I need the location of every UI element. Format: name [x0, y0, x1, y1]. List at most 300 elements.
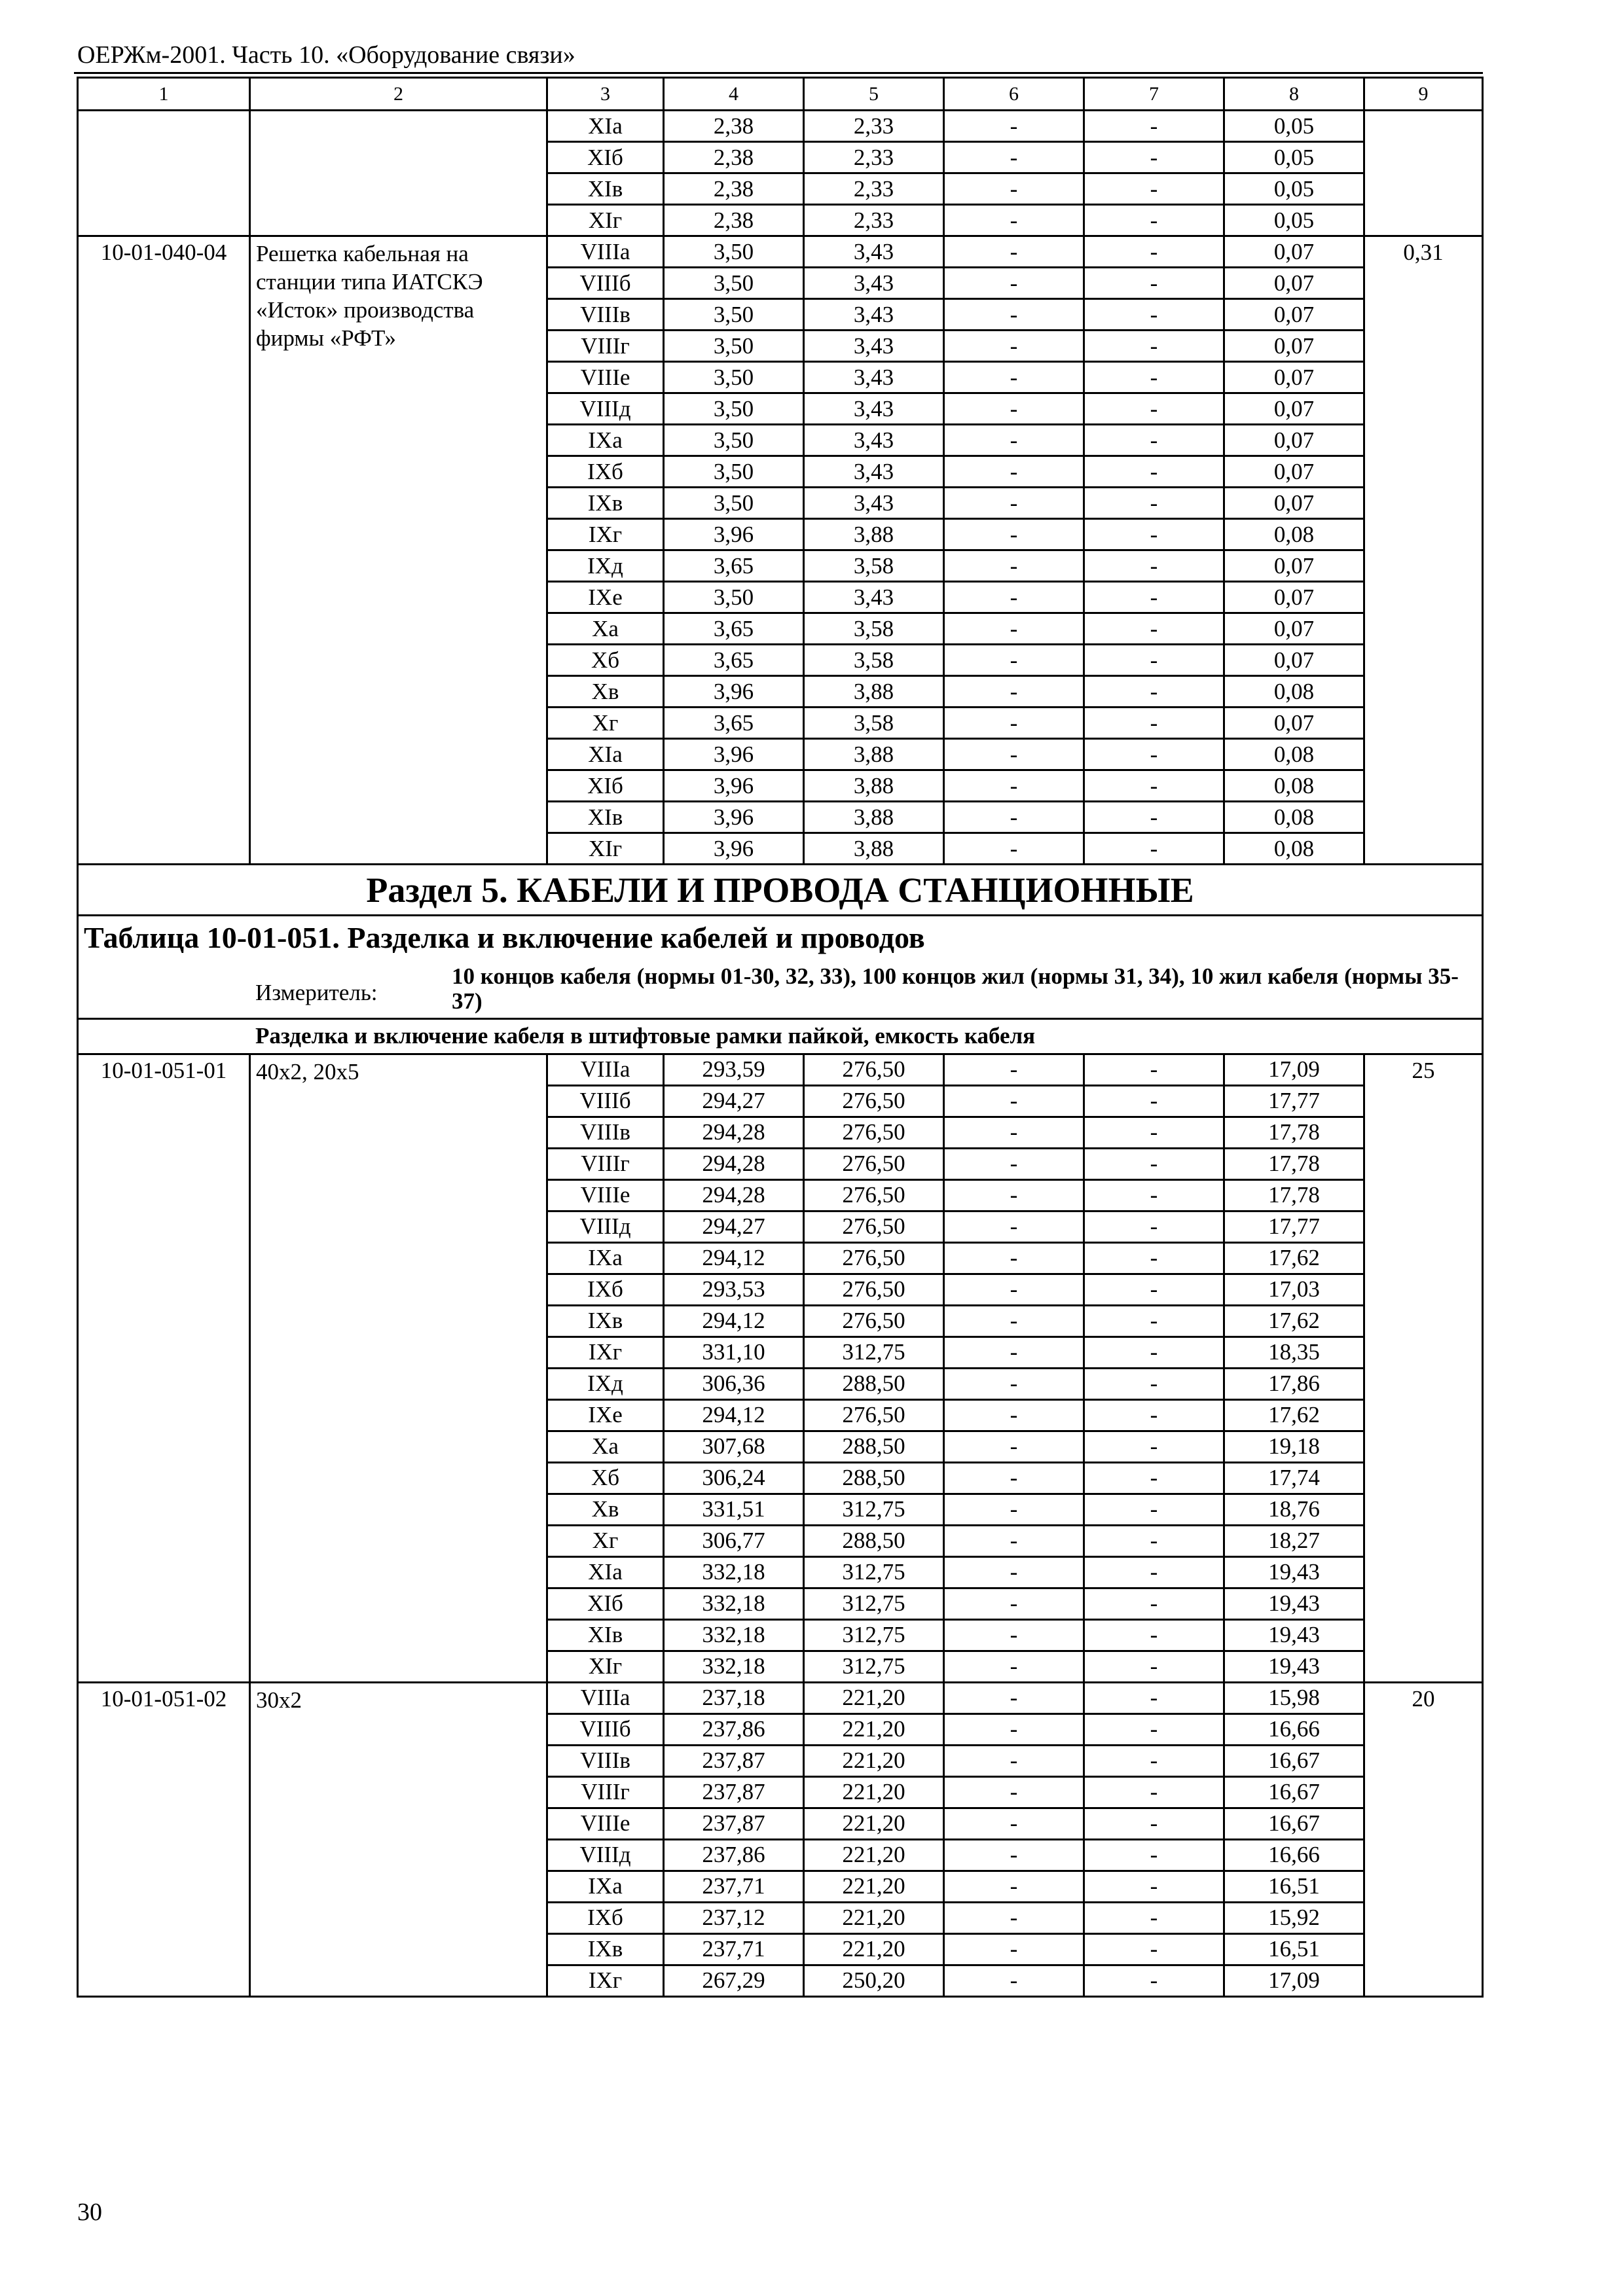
table-row: [78, 111, 1483, 142]
table-cell: VIIIг: [547, 331, 664, 362]
table-cell: -: [944, 676, 1084, 708]
page-header: ОЕРЖм-2001. Часть 10. «Оборудование связи»: [77, 41, 575, 69]
table-cell: IXа: [547, 425, 664, 456]
column-numbers-row: [78, 78, 1483, 111]
table-cell: IXв: [547, 1933, 664, 1965]
table-cell: 2,38: [664, 205, 804, 236]
norm-total: 0,31: [1364, 236, 1483, 865]
meter-cell: [78, 960, 1483, 1019]
norm-total: 20: [1364, 1682, 1483, 1996]
table-cell: -: [1084, 1933, 1224, 1965]
table-cell: 3,96: [664, 802, 804, 833]
table-cell: 312,75: [804, 1556, 944, 1588]
table-body-part1: [78, 78, 1483, 865]
table-cell: -: [1084, 1431, 1224, 1462]
table-cell: 3,43: [804, 456, 944, 488]
table-cell: Xг: [547, 1525, 664, 1556]
table-cell: 18,76: [1224, 1494, 1364, 1525]
table-cell: -: [944, 362, 1084, 393]
table-cell: -: [944, 1399, 1084, 1431]
table-cell: 331,51: [664, 1494, 804, 1525]
table-cell: 3,50: [664, 331, 804, 362]
table-cell: Xа: [547, 613, 664, 645]
table-cell: 3,43: [804, 488, 944, 519]
table-cell: -: [944, 582, 1084, 613]
table-cell: VIIIд: [547, 393, 664, 425]
table-body-part2: [78, 1054, 1483, 1996]
table-cell: 307,68: [664, 1431, 804, 1462]
group-title-row: [78, 1018, 1483, 1054]
table-cell: 3,96: [664, 676, 804, 708]
table-cell: 312,75: [804, 1651, 944, 1682]
table-cell: 331,10: [664, 1336, 804, 1368]
table-cell: -: [1084, 1839, 1224, 1871]
table-cell: 237,87: [664, 1745, 804, 1776]
table-cell: -: [1084, 331, 1224, 362]
table-cell: -: [1084, 613, 1224, 645]
table-title: Таблица 10-01-051. Разделка и включение кабелей и проводов: [78, 916, 1483, 960]
table-cell: XIг: [547, 1651, 664, 1682]
table-cell: -: [944, 456, 1084, 488]
table-cell: XIг: [547, 833, 664, 865]
table-cell: -: [1084, 519, 1224, 550]
table-cell: 294,12: [664, 1305, 804, 1336]
table-cell: 221,20: [804, 1776, 944, 1808]
table-cell: -: [944, 488, 1084, 519]
table-cell: -: [1084, 1211, 1224, 1242]
table-cell: 221,20: [804, 1713, 944, 1745]
table-cell: -: [944, 802, 1084, 833]
table-cell: 3,43: [804, 236, 944, 268]
table-cell: -: [944, 299, 1084, 331]
table-cell: 3,50: [664, 236, 804, 268]
table-cell: 0,08: [1224, 676, 1364, 708]
table-cell: -: [944, 1274, 1084, 1305]
table-cell: 3,88: [804, 676, 944, 708]
table-cell: -: [1084, 1336, 1224, 1368]
table-cell: 221,20: [804, 1902, 944, 1933]
table-cell: 17,09: [1224, 1054, 1364, 1085]
column-number: 4: [664, 78, 804, 111]
table-cell: -: [944, 1305, 1084, 1336]
table-title-row: [78, 916, 1483, 960]
table-cell: VIIIе: [547, 1179, 664, 1211]
table-cell: -: [944, 739, 1084, 770]
table-cell: 3,50: [664, 268, 804, 299]
table-cell: -: [1084, 802, 1224, 833]
table-cell: 332,18: [664, 1556, 804, 1588]
table-cell: -: [944, 393, 1084, 425]
table-cell: -: [944, 1902, 1084, 1933]
table-cell: 3,65: [664, 645, 804, 676]
table-cell: -: [944, 770, 1084, 802]
table-cell: 237,71: [664, 1933, 804, 1965]
norm-total: 25: [1364, 1054, 1483, 1682]
table-cell: -: [1084, 833, 1224, 865]
table-cell: 0,07: [1224, 550, 1364, 582]
table-cell: -: [1084, 142, 1224, 173]
header-rule: [74, 72, 1483, 74]
table-cell: Xв: [547, 1494, 664, 1525]
table-cell: 3,50: [664, 456, 804, 488]
table-cell: 332,18: [664, 1619, 804, 1651]
table-cell: 3,43: [804, 582, 944, 613]
table-cell: 17,09: [1224, 1965, 1364, 1996]
norm-name: Решетка кабельная на станции типа ИАТСКЭ «Исток» производства фирмы «РФТ»: [250, 236, 547, 865]
table-cell: 3,50: [664, 425, 804, 456]
column-number: 2: [250, 78, 547, 111]
table-cell: 16,67: [1224, 1776, 1364, 1808]
norm-name: [250, 111, 547, 236]
column-number: 6: [944, 78, 1084, 111]
table-cell: 276,50: [804, 1179, 944, 1211]
table-cell: 294,28: [664, 1117, 804, 1148]
table-cell: -: [1084, 1305, 1224, 1336]
table-cell: -: [1084, 676, 1224, 708]
table-cell: 0,05: [1224, 173, 1364, 205]
table-cell: 267,29: [664, 1965, 804, 1996]
norm-code: 10-01-040-04: [78, 236, 250, 865]
table-cell: -: [944, 1462, 1084, 1494]
table-cell: 3,65: [664, 550, 804, 582]
table-cell: 3,43: [804, 362, 944, 393]
table-cell: -: [944, 1588, 1084, 1619]
table-cell: 3,43: [804, 299, 944, 331]
table-cell: -: [944, 1525, 1084, 1556]
table-cell: 16,66: [1224, 1839, 1364, 1871]
column-number: 3: [547, 78, 664, 111]
table-cell: 0,07: [1224, 393, 1364, 425]
table-cell: -: [944, 1808, 1084, 1839]
table-row: [78, 1054, 1483, 1085]
table-cell: VIIIб: [547, 1085, 664, 1117]
table-cell: 2,33: [804, 111, 944, 142]
column-number: 9: [1364, 78, 1483, 111]
table-cell: -: [1084, 1274, 1224, 1305]
table-cell: 3,43: [804, 393, 944, 425]
norm-code: [78, 111, 250, 236]
table-cell: -: [944, 1211, 1084, 1242]
table-cell: -: [944, 1054, 1084, 1085]
table-cell: 294,27: [664, 1085, 804, 1117]
table-cell: 312,75: [804, 1619, 944, 1651]
table-cell: 17,77: [1224, 1085, 1364, 1117]
table-cell: 0,07: [1224, 613, 1364, 645]
table-cell: -: [1084, 393, 1224, 425]
table-cell: 0,07: [1224, 582, 1364, 613]
table-cell: 276,50: [804, 1399, 944, 1431]
table-cell: 294,27: [664, 1211, 804, 1242]
table-cell: 276,50: [804, 1054, 944, 1085]
table-cell: 17,62: [1224, 1305, 1364, 1336]
page-number: 30: [77, 2198, 102, 2226]
table-cell: 3,88: [804, 519, 944, 550]
table-cell: 0,08: [1224, 739, 1364, 770]
table-cell: -: [944, 1336, 1084, 1368]
table-cell: -: [944, 645, 1084, 676]
table-cell: VIIIв: [547, 1117, 664, 1148]
table-cell: 0,07: [1224, 362, 1364, 393]
table-cell: -: [1084, 1965, 1224, 1996]
table-cell: 3,50: [664, 582, 804, 613]
table-cell: 3,58: [804, 550, 944, 582]
table-cell: -: [944, 1085, 1084, 1117]
table-cell: 3,43: [804, 331, 944, 362]
table-cell: XIа: [547, 739, 664, 770]
table-cell: -: [1084, 1556, 1224, 1588]
column-number: 1: [78, 78, 250, 111]
table-cell: VIIIа: [547, 1682, 664, 1713]
table-cell: IXе: [547, 1399, 664, 1431]
section-title-row: [78, 865, 1483, 916]
table-cell: -: [944, 1871, 1084, 1902]
table-cell: XIа: [547, 111, 664, 142]
table-cell: -: [1084, 268, 1224, 299]
section-header: [78, 865, 1483, 1054]
table-cell: VIIIе: [547, 362, 664, 393]
table-cell: 288,50: [804, 1525, 944, 1556]
norm-name: 40x2, 20x5: [250, 1054, 547, 1682]
table-cell: -: [1084, 1179, 1224, 1211]
table-cell: IXд: [547, 1368, 664, 1399]
table-cell: -: [1084, 1808, 1224, 1839]
table-cell: 3,58: [804, 613, 944, 645]
column-number: 7: [1084, 78, 1224, 111]
table-cell: -: [1084, 1588, 1224, 1619]
table-cell: 221,20: [804, 1871, 944, 1902]
table-cell: XIб: [547, 770, 664, 802]
table-row: [78, 236, 1483, 268]
table-cell: 3,58: [804, 708, 944, 739]
table-cell: VIIIе: [547, 1808, 664, 1839]
table-cell: IXе: [547, 582, 664, 613]
table-cell: -: [944, 1148, 1084, 1179]
table-row: [78, 1682, 1483, 1713]
table-cell: -: [1084, 1651, 1224, 1682]
table-cell: 276,50: [804, 1305, 944, 1336]
table-cell: 276,50: [804, 1117, 944, 1148]
table-cell: 15,98: [1224, 1682, 1364, 1713]
table-cell: 312,75: [804, 1494, 944, 1525]
table-cell: 0,08: [1224, 770, 1364, 802]
table-cell: 332,18: [664, 1588, 804, 1619]
table-cell: IXв: [547, 1305, 664, 1336]
meter-text: 10 концов кабеля (нормы 01-30, 32, 33), 100 концов жил (нормы 31, 34), 10 жил кабеля (нормы 35-37): [452, 963, 1459, 1014]
table-cell: Xб: [547, 645, 664, 676]
table-cell: -: [944, 111, 1084, 142]
table-cell: 312,75: [804, 1336, 944, 1368]
table-cell: 16,67: [1224, 1808, 1364, 1839]
table-cell: -: [944, 1965, 1084, 1996]
norm-total: [1364, 111, 1483, 236]
table-cell: 17,62: [1224, 1242, 1364, 1274]
table-cell: -: [1084, 111, 1224, 142]
table-cell: -: [944, 1682, 1084, 1713]
table-cell: -: [1084, 1871, 1224, 1902]
table-cell: VIIIб: [547, 268, 664, 299]
table-cell: 19,43: [1224, 1588, 1364, 1619]
table-cell: 306,24: [664, 1462, 804, 1494]
table-cell: -: [1084, 205, 1224, 236]
table-cell: 288,50: [804, 1368, 944, 1399]
table-cell: 294,28: [664, 1179, 804, 1211]
table-cell: XIв: [547, 173, 664, 205]
table-cell: -: [944, 1117, 1084, 1148]
table-cell: 0,07: [1224, 456, 1364, 488]
table-cell: -: [1084, 488, 1224, 519]
table-cell: -: [1084, 299, 1224, 331]
table-cell: 221,20: [804, 1933, 944, 1965]
table-cell: -: [1084, 1117, 1224, 1148]
table-cell: 221,20: [804, 1808, 944, 1839]
norms-table: [77, 77, 1484, 1998]
table-cell: -: [1084, 1148, 1224, 1179]
table-cell: -: [1084, 1682, 1224, 1713]
table-cell: -: [944, 708, 1084, 739]
table-cell: -: [1084, 1462, 1224, 1494]
table-cell: 2,38: [664, 142, 804, 173]
table-cell: VIIIд: [547, 1839, 664, 1871]
table-cell: IXб: [547, 1902, 664, 1933]
table-cell: -: [944, 1933, 1084, 1965]
table-cell: 3,50: [664, 393, 804, 425]
table-cell: 3,43: [804, 425, 944, 456]
table-cell: -: [1084, 582, 1224, 613]
table-cell: 17,03: [1224, 1274, 1364, 1305]
table-cell: -: [944, 1776, 1084, 1808]
table-cell: -: [1084, 1902, 1224, 1933]
table-cell: 237,86: [664, 1839, 804, 1871]
table-cell: 3,96: [664, 519, 804, 550]
table-cell: 0,08: [1224, 519, 1364, 550]
table-cell: -: [1084, 1399, 1224, 1431]
table-cell: VIIIг: [547, 1776, 664, 1808]
table-cell: -: [944, 613, 1084, 645]
table-cell: IXг: [547, 1336, 664, 1368]
table-cell: 2,38: [664, 111, 804, 142]
table-cell: -: [944, 1494, 1084, 1525]
table-cell: 16,51: [1224, 1871, 1364, 1902]
table-cell: 288,50: [804, 1462, 944, 1494]
table-cell: 293,59: [664, 1054, 804, 1085]
table-cell: 0,05: [1224, 205, 1364, 236]
table-cell: VIIIд: [547, 1211, 664, 1242]
table-cell: 0,05: [1224, 142, 1364, 173]
table-cell: -: [1084, 739, 1224, 770]
table-cell: 17,78: [1224, 1148, 1364, 1179]
table-cell: -: [944, 1242, 1084, 1274]
table-cell: -: [1084, 173, 1224, 205]
table-cell: -: [944, 205, 1084, 236]
table-cell: 3,50: [664, 362, 804, 393]
table-cell: 294,12: [664, 1399, 804, 1431]
meter-row: [78, 960, 1483, 1019]
table-cell: -: [944, 1619, 1084, 1651]
norm-name: 30x2: [250, 1682, 547, 1996]
table-cell: -: [1084, 645, 1224, 676]
group-title: Разделка и включение кабеля в штифтовые рамки пайкой, емкость кабеля: [78, 1018, 1483, 1054]
table-cell: -: [944, 1431, 1084, 1462]
table-cell: 332,18: [664, 1651, 804, 1682]
table-cell: -: [1084, 708, 1224, 739]
table-cell: -: [944, 519, 1084, 550]
table-cell: IXг: [547, 519, 664, 550]
table-cell: -: [944, 268, 1084, 299]
table-cell: -: [1084, 1525, 1224, 1556]
table-cell: 294,28: [664, 1148, 804, 1179]
table-cell: VIIIв: [547, 299, 664, 331]
table-cell: 19,18: [1224, 1431, 1364, 1462]
table-cell: 0,07: [1224, 236, 1364, 268]
table-cell: XIв: [547, 802, 664, 833]
table-cell: -: [1084, 1242, 1224, 1274]
table-cell: -: [1084, 1368, 1224, 1399]
table-cell: 0,08: [1224, 802, 1364, 833]
table-cell: 3,96: [664, 833, 804, 865]
table-cell: VIIIб: [547, 1713, 664, 1745]
table-cell: -: [944, 1651, 1084, 1682]
table-cell: IXв: [547, 488, 664, 519]
table-cell: -: [1084, 1085, 1224, 1117]
table-cell: IXа: [547, 1871, 664, 1902]
table-cell: 17,62: [1224, 1399, 1364, 1431]
table-cell: -: [944, 1839, 1084, 1871]
table-cell: 221,20: [804, 1682, 944, 1713]
table-cell: 237,18: [664, 1682, 804, 1713]
table-cell: 276,50: [804, 1242, 944, 1274]
table-cell: -: [1084, 1054, 1224, 1085]
table-cell: 288,50: [804, 1431, 944, 1462]
table-cell: 3,50: [664, 299, 804, 331]
table-cell: 3,96: [664, 770, 804, 802]
table-cell: 276,50: [804, 1148, 944, 1179]
table-cell: 3,96: [664, 739, 804, 770]
table-cell: 237,87: [664, 1808, 804, 1839]
norm-code: 10-01-051-02: [78, 1682, 250, 1996]
table-cell: 0,05: [1224, 111, 1364, 142]
table-cell: -: [944, 550, 1084, 582]
table-cell: -: [944, 1368, 1084, 1399]
table-cell: VIIIг: [547, 1148, 664, 1179]
table-cell: 3,58: [804, 645, 944, 676]
table-cell: -: [1084, 1776, 1224, 1808]
table-cell: 17,77: [1224, 1211, 1364, 1242]
table-cell: Xв: [547, 676, 664, 708]
table-cell: 3,88: [804, 739, 944, 770]
norm-code: 10-01-051-01: [78, 1054, 250, 1682]
table-cell: -: [1084, 1745, 1224, 1776]
table-cell: 221,20: [804, 1745, 944, 1776]
table-cell: 17,74: [1224, 1462, 1364, 1494]
table-cell: 250,20: [804, 1965, 944, 1996]
table-cell: IXа: [547, 1242, 664, 1274]
table-cell: 0,07: [1224, 268, 1364, 299]
table-cell: -: [944, 1713, 1084, 1745]
meter-label: Измеритель:: [255, 979, 378, 1005]
table-cell: 293,53: [664, 1274, 804, 1305]
table-cell: VIIIв: [547, 1745, 664, 1776]
table-cell: 2,33: [804, 173, 944, 205]
table-cell: -: [944, 142, 1084, 173]
table-cell: XIб: [547, 1588, 664, 1619]
table-cell: IXд: [547, 550, 664, 582]
table-cell: XIв: [547, 1619, 664, 1651]
table-cell: 3,65: [664, 708, 804, 739]
table-cell: 2,38: [664, 173, 804, 205]
table-cell: 237,71: [664, 1871, 804, 1902]
table-cell: 17,86: [1224, 1368, 1364, 1399]
table-cell: 18,35: [1224, 1336, 1364, 1368]
